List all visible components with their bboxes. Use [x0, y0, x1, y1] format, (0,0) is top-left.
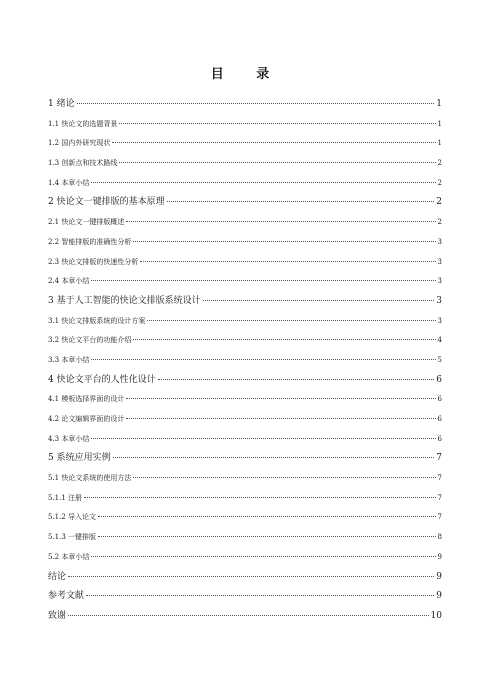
- toc-entry-title: 2.4 本章小结: [48, 277, 90, 286]
- toc-entry-page: 8: [437, 533, 442, 542]
- toc-entry[interactable]: [48, 607, 442, 627]
- toc-entry[interactable]: [48, 134, 442, 154]
- toc-entry-page: 4: [437, 336, 442, 345]
- toc-leader-dots: [133, 241, 435, 242]
- toc-entry[interactable]: [48, 410, 442, 430]
- toc-entry[interactable]: [48, 371, 442, 391]
- toc-leader-dots: [140, 261, 435, 262]
- toc-entry[interactable]: [48, 253, 442, 273]
- toc-entry-page: 7: [437, 474, 442, 483]
- toc-entry-page: 2: [437, 178, 442, 187]
- toc-entry[interactable]: [48, 193, 442, 213]
- toc-entry-title: 致谢: [48, 610, 67, 621]
- toc-leader-dots: [98, 516, 435, 517]
- table-of-contents: [48, 95, 442, 627]
- toc-entry-title: 5 系统应用实例: [48, 453, 111, 464]
- toc-entry-page: 9: [437, 552, 442, 561]
- toc-entry[interactable]: [48, 331, 442, 351]
- toc-leader-dots: [91, 280, 435, 281]
- toc-entry-page: 3: [437, 277, 442, 286]
- toc-leader-dots: [68, 576, 434, 577]
- toc-entry[interactable]: [48, 272, 442, 292]
- toc-entry-page: 2: [437, 159, 442, 168]
- toc-entry-title: 3 基于人工智能的快论文排版系统设计: [48, 295, 201, 306]
- toc-entry[interactable]: [48, 528, 442, 548]
- toc-entry[interactable]: [48, 115, 442, 135]
- toc-entry[interactable]: [48, 449, 442, 469]
- toc-entry-title: 2.2 智能排版的准确性分析: [48, 237, 132, 246]
- toc-entry[interactable]: [48, 95, 442, 115]
- toc-entry-page: 3: [436, 295, 442, 306]
- toc-entry-page: 1: [437, 119, 442, 128]
- toc-entry-page: 6: [437, 395, 442, 404]
- toc-entry[interactable]: [48, 233, 442, 253]
- toc-entry[interactable]: [48, 390, 442, 410]
- toc-entry-title: 4 快论文平台的人性化设计: [48, 374, 156, 385]
- toc-entry-page: 6: [437, 434, 442, 443]
- toc-entry[interactable]: [48, 292, 442, 312]
- toc-entry-page: 7: [437, 493, 442, 502]
- toc-entry-title: 5.1.3 一键排版: [48, 533, 97, 542]
- toc-leader-dots: [126, 418, 435, 419]
- toc-entry-page: 7: [436, 453, 442, 464]
- toc-entry-title: 5.1 快论文系统的使用方法: [48, 474, 132, 483]
- toc-entry-page: 6: [436, 374, 442, 385]
- toc-entry-title: 参考文献: [48, 591, 85, 602]
- toc-entry-page: 1: [437, 139, 442, 148]
- toc-entry-title: 5.1.1 注册: [48, 493, 83, 502]
- toc-entry-page: 3: [437, 316, 442, 325]
- toc-entry-page: 9: [436, 571, 442, 582]
- toc-entry-title: 5.2 本章小结: [48, 552, 90, 561]
- toc-entry-title: 2.3 快论文排版的快速性分析: [48, 257, 139, 266]
- toc-leader-dots: [113, 457, 435, 458]
- toc-entry-title: 3.2 快论文平台的功能介绍: [48, 336, 132, 345]
- toc-entry-page: 5: [437, 355, 442, 364]
- toc-entry[interactable]: [48, 154, 442, 174]
- toc-leader-dots: [91, 438, 435, 439]
- toc-entry-title: 4.2 论文编辑界面的设计: [48, 415, 125, 423]
- toc-leader-dots: [158, 379, 435, 380]
- toc-leader-dots: [119, 123, 435, 124]
- toc-entry-title: 结论: [48, 571, 67, 582]
- toc-entry-title: 3.1 快论文排版系统的设计方案: [48, 316, 146, 325]
- toc-leader-dots: [91, 556, 435, 557]
- toc-entry-page: 3: [437, 257, 442, 266]
- toc-entry-title: 2 快论文一键排版的基本原理: [48, 197, 165, 208]
- toc-leader-dots: [147, 320, 435, 321]
- toc-entry[interactable]: [48, 213, 442, 233]
- toc-entry-title: 4.1 模板选择界面的设计: [48, 395, 125, 404]
- toc-entry-title: 1.2 国内外研究现状: [48, 139, 111, 148]
- toc-leader-dots: [91, 359, 435, 360]
- toc-leader-dots: [133, 477, 435, 478]
- toc-leader-dots: [91, 182, 435, 183]
- toc-leader-dots: [203, 300, 435, 301]
- toc-entry-page: 9: [436, 591, 442, 602]
- toc-entry[interactable]: [48, 587, 442, 607]
- toc-leader-dots: [126, 221, 435, 222]
- toc-entry-page: 3: [437, 237, 442, 246]
- toc-entry-page: 2: [437, 218, 442, 227]
- toc-entry-title: 5.1.2 导入论文: [48, 513, 97, 522]
- toc-entry-page: 1: [436, 99, 442, 109]
- toc-leader-dots: [77, 103, 435, 104]
- toc-entry-title: 4.3 本章小结: [48, 434, 90, 443]
- toc-leader-dots: [68, 615, 429, 616]
- toc-entry[interactable]: [48, 430, 442, 450]
- toc-leader-dots: [119, 162, 435, 163]
- toc-entry-title: 1 绪论: [48, 99, 75, 109]
- toc-entry[interactable]: [48, 469, 442, 489]
- toc-leader-dots: [126, 398, 435, 399]
- toc-entry[interactable]: [48, 568, 442, 588]
- toc-leader-dots: [98, 536, 435, 537]
- toc-entry[interactable]: [48, 351, 442, 371]
- toc-entry-title: 3.3 本章小结: [48, 355, 90, 364]
- toc-entry-title: 1.1 快论文的选题背景: [48, 119, 118, 128]
- toc-entry[interactable]: [48, 548, 442, 568]
- toc-entry-page: 7: [437, 513, 442, 522]
- toc-entry-page: 2: [436, 197, 442, 208]
- toc-leader-dots: [84, 497, 435, 498]
- toc-entry[interactable]: [48, 174, 442, 194]
- toc-entry-page: 10: [430, 610, 442, 621]
- toc-entry-title: 1.4 本章小结: [48, 178, 90, 187]
- toc-entry-title: 2.1 快论文一键排版概述: [48, 218, 125, 227]
- toc-leader-dots: [112, 142, 435, 143]
- toc-entry[interactable]: [48, 312, 442, 332]
- toc-title: 目 录: [210, 67, 284, 82]
- toc-leader-dots: [167, 201, 435, 202]
- toc-leader-dots: [133, 339, 435, 340]
- toc-entry[interactable]: [48, 508, 442, 528]
- toc-entry-title: 1.3 创新点和技术路线: [48, 159, 118, 168]
- toc-leader-dots: [86, 595, 434, 596]
- toc-entry[interactable]: [48, 489, 442, 509]
- toc-entry-page: 6: [437, 415, 442, 423]
